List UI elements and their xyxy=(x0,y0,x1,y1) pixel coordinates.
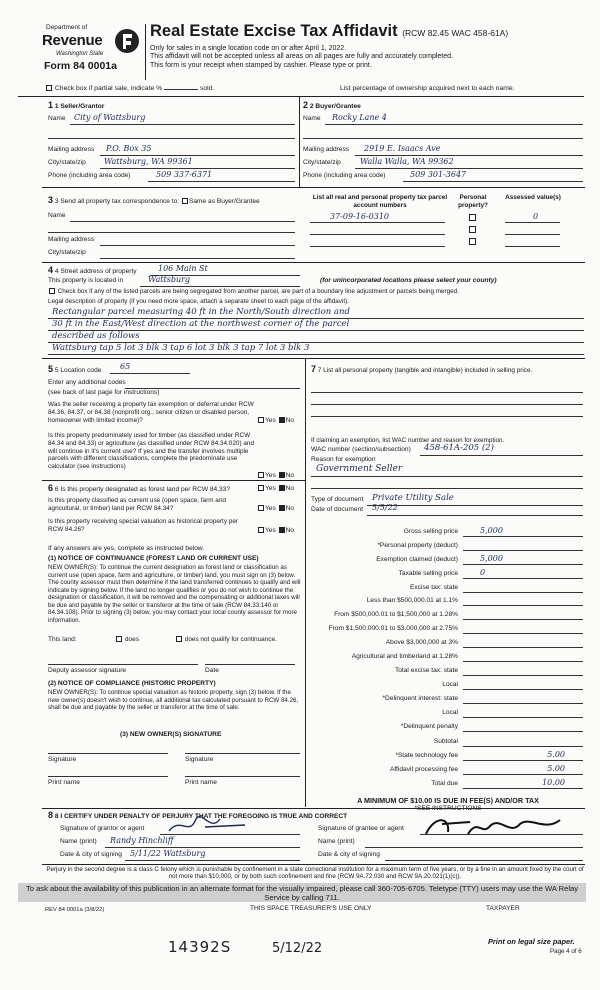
handwritten-receipt-number: 14392S xyxy=(168,938,232,956)
notice-compliance-heading: (2) NOTICE OF COMPLIANCE (HISTORIC PROPERTY) xyxy=(48,680,216,687)
calc-label: *Delinquent penalty xyxy=(400,723,458,730)
location-code[interactable]: 65 xyxy=(120,362,131,371)
does-not-checkbox[interactable] xyxy=(176,636,182,642)
legal-paper-note: Print on legal size paper. xyxy=(488,937,575,946)
see-instructions-note: *SEE INSTRUCTIONS xyxy=(414,805,482,812)
grantee-name-label: Name (print) xyxy=(318,838,355,845)
deputy-date-label: Date xyxy=(205,667,219,674)
seller-city-label: City/state/zip xyxy=(48,159,86,166)
treasurer-space-label: THIS SPACE TREASURER'S USE ONLY xyxy=(250,905,372,912)
grantee-signature-label: Signature of grantee or agent xyxy=(318,825,404,832)
partial-sale-row: Check box if partial sale, indicate % sold. xyxy=(45,85,214,93)
forest-question: 6 6 Is this property designated as forest land per RCW 84.33? xyxy=(48,483,231,493)
header-line-1: Only for sales in a single location code on or after April 1, 2022. xyxy=(150,45,347,52)
reason-label: Reason for exemption xyxy=(311,456,376,463)
dept-label: Department of xyxy=(46,24,88,31)
calc-value[interactable]: 5,000 xyxy=(480,526,503,535)
seller-mail[interactable]: P.O. Box 35 xyxy=(106,144,152,153)
calc-label: Excise tax: state xyxy=(409,584,458,591)
certify-heading: 8 8 I CERTIFY UNDER PENALTY OF PERJURY THAT THE FOREGOING IS TRUE AND CORRECT xyxy=(48,810,348,820)
q3-no-checkbox[interactable] xyxy=(279,485,285,491)
calc-label: Exemption claimed (deduct) xyxy=(376,556,458,563)
calc-label: Taxable selling price xyxy=(398,570,458,577)
exemption-question: Was the seller receiving a property tax exemption or deferral under RCW 84.36, 84.37, or 84.38 (nonprofit org., senior citizen or disabled person, homeowner with limited income)? xyxy=(48,401,254,424)
seller-name-label: Name xyxy=(48,115,66,122)
buyer-phone-label: Phone (including area code) xyxy=(303,172,386,179)
grantor-signature xyxy=(165,815,255,837)
calc-label: From $1,500,000.01 to $3,000,000 at 2.75% xyxy=(328,625,458,632)
calc-value[interactable]: 5.00 xyxy=(547,764,565,773)
timber-question: Is this property predominately used for timber (as classified under RCW 84.34 and 84.33) or agriculture (as classified under RCW 84.34.020) and will continue in it's current use? If yes and the transfer involves multiple parcels with different classifications, complete the predominate use calculator (see instructions) xyxy=(48,432,255,471)
calc-value[interactable]: 0 xyxy=(480,568,486,577)
personal-property-checkbox-2[interactable] xyxy=(469,226,476,233)
doc-type-label: Type of document xyxy=(311,496,364,503)
additional-codes-label: Enter any additional codes xyxy=(48,379,126,386)
property-city[interactable]: Wattsburg xyxy=(148,275,191,284)
legal-line-3[interactable]: described as follows xyxy=(52,331,140,341)
q4-yes-checkbox[interactable] xyxy=(258,505,264,511)
calc-label: *Personal property (deduct) xyxy=(377,542,458,549)
signature-label-2: Signature xyxy=(185,756,214,763)
grantor-name-label: Name (print) xyxy=(60,838,97,845)
sec4-street-label: 4 4 Street address of property xyxy=(48,265,137,275)
q4-no-checkbox[interactable] xyxy=(279,505,285,511)
buyer-name[interactable]: Rocky Lane 4 xyxy=(332,113,387,122)
wac-label: WAC number (section/subsection) xyxy=(311,446,411,453)
buyer-name-label: Name xyxy=(303,115,321,122)
form-title: Real Estate Excise Tax Affidavit (RCW 82.45 WAC 458-61A) xyxy=(150,22,509,40)
grantor-date-city-label: Date & city of signing xyxy=(60,851,122,858)
does-option: does xyxy=(115,636,139,644)
located-in-label: This property is located in xyxy=(48,277,124,284)
buyer-city-label: City/state/zip xyxy=(303,159,341,166)
print-name-label-1: Print name xyxy=(48,779,80,786)
seller-name[interactable]: City of Wattsburg xyxy=(74,113,146,122)
notice-continuance-text: NEW OWNER(S): To continue the current designation as forest land or classification as current use (open space, farm and agriculture, or timber) land, you must sign on (3) below. The county assessor must then determine if the land transferred continues to qualify and will indicate by signing below. If the land no longer qualifies or you do not wish to continue the designation or classification, it will be removed and the compensating or additional taxes will be due and payable by the seller or transferor at the time of sale (RCW 84.33.140 or 84.34.108). Prior to signing (3) below, you may contact your local county assessor for more information. xyxy=(48,564,301,624)
q5-yes-no: Yes No xyxy=(257,527,294,535)
legal-line-1[interactable]: Rectangular parcel measuring 40 ft in the North/South direction and xyxy=(52,307,350,317)
calc-label: Affidavit processing fee xyxy=(389,766,458,773)
seller-heading: 1 1 Seller/Grantor xyxy=(48,100,105,110)
q1-yes-no: Yes No xyxy=(257,417,294,425)
grantor-signature-label: Signature of grantor or agent xyxy=(60,825,145,832)
same-as-buyer-checkbox[interactable] xyxy=(182,198,188,204)
current-use-question: Is this property classified as current use (open space, farm and agricultural, or timber) land per RCW 84.34? xyxy=(48,497,226,512)
state-label: Washington State xyxy=(56,51,104,57)
segregated-row: Check box if any of the listed parcels are being segregated from another parcel, are part of a boundary line adjustment or parcels being merged. xyxy=(48,288,459,296)
assessed-value[interactable]: 0 xyxy=(533,212,539,221)
personal-property-heading: 7 7 List all personal property (tangible and intangible) included in selling price. xyxy=(311,364,533,374)
buyer-mail-label: Mailing address xyxy=(303,146,350,153)
does-checkbox[interactable] xyxy=(116,636,122,642)
calc-label: Local xyxy=(442,681,458,688)
grantee-date-city-label: Date & city of signing xyxy=(318,851,380,858)
legal-line-4[interactable]: Wattsburg tap 5 lot 3 blk 3 tap 6 lot 3 blk 3 tap 7 lot 3 blk 3 xyxy=(52,343,310,353)
buyer-heading: 2 2 Buyer/Grantee xyxy=(303,100,361,110)
accessibility-banner: To ask about the availability of this publication in an alternate format for the visually impaired, please call 360-705-6705. Teletype (TTY) users may use the WA Relay Service by calling 711. xyxy=(18,883,586,902)
doc-date[interactable]: 5/5/22 xyxy=(372,503,398,512)
calc-value[interactable]: 10.00 xyxy=(542,778,565,787)
parcel-number[interactable]: 37-09-16-0310 xyxy=(330,212,390,221)
dor-logo-block xyxy=(18,20,143,90)
q1-yes-checkbox[interactable] xyxy=(258,417,264,423)
dor-logo-icon xyxy=(114,28,140,54)
personal-col-header: Personal property? xyxy=(458,194,488,209)
parcel-col-header: List all real and personal property tax parcel account numbers xyxy=(312,194,448,209)
exemption-reason[interactable]: Government Seller xyxy=(316,464,403,474)
calc-label: *State technology fee xyxy=(395,752,458,759)
calc-label: Total due xyxy=(431,780,458,787)
seller-city[interactable]: Wattsburg, WA 99361 xyxy=(104,157,193,166)
deputy-signature-label: Deputy assessor signature xyxy=(48,667,127,674)
q3-yes-no: Yes No xyxy=(257,485,294,493)
q2-yes-no: Yes No xyxy=(257,472,294,480)
taxpayer-label: TAXPAYER xyxy=(486,905,520,912)
calc-value[interactable]: 5,000 xyxy=(480,554,503,563)
notice-continuance-heading: (1) NOTICE OF CONTINUANCE (FOREST LAND OR CURRENT USE) xyxy=(48,555,259,562)
legal-line-2[interactable]: 30 ft in the East/West direction at the northwest corner of the parcel xyxy=(52,319,350,329)
rev-label: REV 84 0001a (3/8/22) xyxy=(45,907,105,913)
q5-yes-checkbox[interactable] xyxy=(258,527,264,533)
q2-yes-checkbox[interactable] xyxy=(258,472,264,478)
sec3-name-label: Name xyxy=(48,212,66,219)
new-owner-signature-heading: (3) NEW OWNER(S) SIGNATURE xyxy=(120,731,222,738)
grantee-signature xyxy=(420,812,570,842)
calc-label: Gross selling price xyxy=(403,528,458,535)
legal-desc-label: Legal description of property (if you need more space, attach a separate sheet to each page of the affidavit). xyxy=(48,298,349,305)
q2-no-checkbox[interactable] xyxy=(279,472,285,478)
historic-question: Is this property receiving special valuation as historical property per RCW 84.26? xyxy=(48,518,239,533)
seller-phone-label: Phone (including area code) xyxy=(48,172,131,179)
personal-property-checkbox-1[interactable] xyxy=(469,214,476,221)
grantor-printed-name[interactable]: Randy Hinchliff xyxy=(110,836,174,845)
doc-date-label: Date of document xyxy=(311,506,364,513)
if-any-yes-note: If any answers are yes, complete as instructed below. xyxy=(48,545,205,552)
does-not-option: does not qualify for continuance. xyxy=(175,636,295,644)
calc-label: Total excise tax: state xyxy=(394,667,458,674)
seller-mail-label: Mailing address xyxy=(48,146,95,153)
location-code-label: 5 5 Location code xyxy=(48,364,102,374)
form-number: Form 84 0001a xyxy=(44,60,117,72)
calc-value[interactable]: 5.00 xyxy=(547,750,565,759)
personal-property-checkbox-3[interactable] xyxy=(469,238,476,245)
buyer-mail[interactable]: 2919 E. Isaacs Ave xyxy=(364,144,441,153)
calc-label: Local xyxy=(442,709,458,716)
notice-compliance-text: NEW OWNER(S): To continue special valuation as historic property, sign (3) below. If the new owner(s) doesn't wish to continue, all additional tax calculated pursuant to RCW 84.26, shall be due and payable by the seller or transferor at the time of sale. xyxy=(48,689,299,712)
calc-label: From $500,000.01 to $1,500,000 at 1.28% xyxy=(334,611,458,618)
print-name-label-2: Print name xyxy=(185,779,217,786)
sec3-heading: 3 3 Send all property tax correspondence to: Same as Buyer/Grantee xyxy=(48,195,260,205)
q4-yes-no: Yes No xyxy=(257,505,294,513)
buyer-city[interactable]: Walla Walla, WA 99362 xyxy=(360,157,454,166)
doc-type[interactable]: Private Utility Sale xyxy=(372,493,454,503)
calc-label: Less than $500,000.01 at 1.1% xyxy=(366,597,458,604)
segregated-checkbox[interactable] xyxy=(49,288,55,294)
q5-no-checkbox[interactable] xyxy=(279,527,285,533)
unincorporated-note: (for unincorporated locations please select your county) xyxy=(320,277,497,284)
calc-label: Agricultural and timberland at 1.28% xyxy=(351,653,458,660)
q3-yes-checkbox[interactable] xyxy=(258,485,264,491)
street-address[interactable]: 106 Main St xyxy=(158,264,208,273)
assessed-col-header: Assessed value(s) xyxy=(505,194,561,201)
sec3-city-label: City/state/zip xyxy=(48,249,86,256)
signature-label-1: Signature xyxy=(48,756,77,763)
calc-label: Subtotal xyxy=(433,738,458,745)
see-instructions-label: (see back of last page for instructions) xyxy=(48,389,160,396)
perjury-notice: Perjury in the second degree is a class C felony which is punishable by confinement in a state correctional institution for a maximum term of five years, or by a fine in an amount fixed by the court of not more than $10,000, or by both such confinement and fine (RCW 9A.72.030 and RCW 9A.20.021(1)(c)). xyxy=(46,866,584,881)
header-line-3: This form is your receipt when stamped by cashier. Please type or print. xyxy=(150,61,372,69)
ownership-note: List percentage of ownership acquired next to each name. xyxy=(340,85,515,92)
buyer-phone[interactable]: 509 301-3647 xyxy=(410,170,467,179)
exemption-instruction: If claiming an exemption, list WAC number and reason for exemption. xyxy=(311,437,505,444)
q1-no-checkbox[interactable] xyxy=(279,417,285,423)
revenue-wordmark: Revenue xyxy=(42,32,103,49)
header-text xyxy=(150,22,590,70)
calc-label: Above $3,000,000 at 3% xyxy=(385,639,458,646)
page-number: Page 4 of 6 xyxy=(550,948,582,955)
wac-number[interactable]: 458-61A-205 (2) xyxy=(424,443,494,453)
seller-phone[interactable]: 509 337-6371 xyxy=(156,170,213,179)
partial-sale-checkbox[interactable] xyxy=(46,85,52,91)
sec3-mail-label: Mailing address xyxy=(48,236,95,243)
minimum-due-note: A MINIMUM OF $10.00 IS DUE IN FEE(S) AND/OR TAX xyxy=(357,796,539,805)
grantor-date-city[interactable]: 5/11/22 Wattsburg xyxy=(130,849,206,858)
this-land-label: This land: xyxy=(48,636,77,643)
handwritten-date: 5/12/22 xyxy=(272,941,323,956)
header-line-2: This affidavit will not be accepted unless all areas on all pages are fully and accurately completed. xyxy=(150,53,453,61)
calc-label: *Delinquent interest: state xyxy=(382,695,458,702)
